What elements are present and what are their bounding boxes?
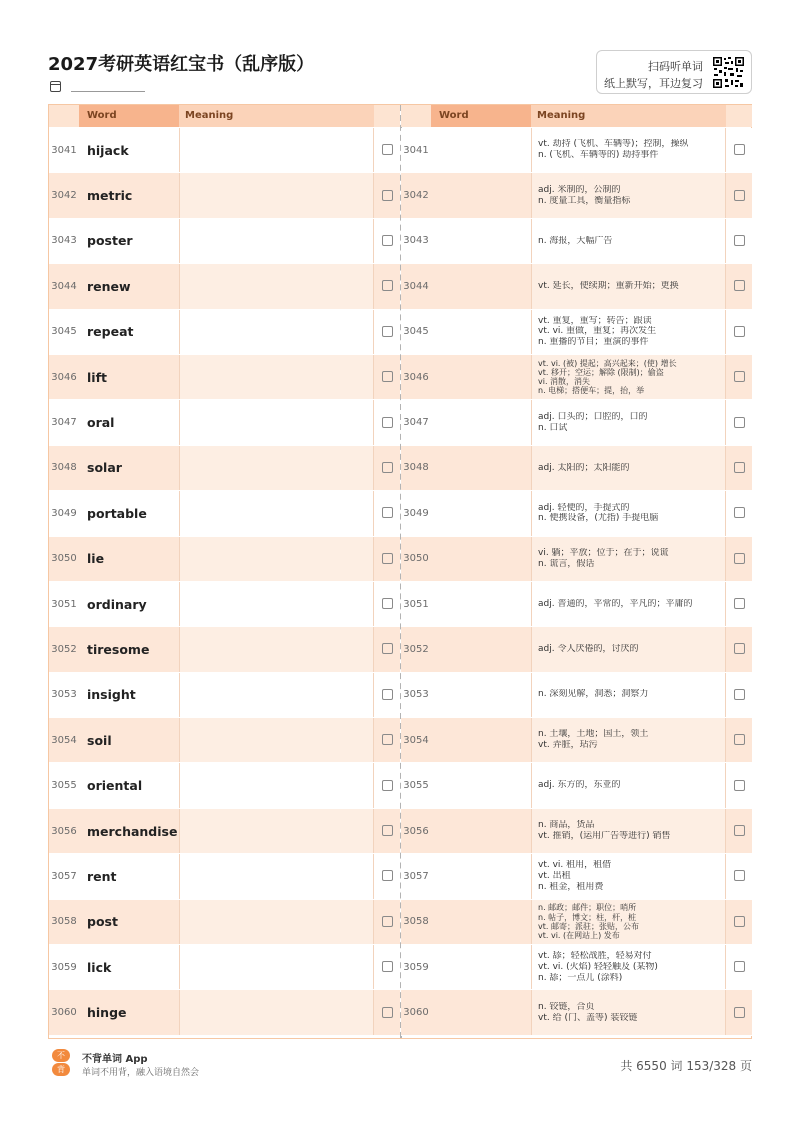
page-info: 共 6550 词 153/328 页	[620, 1059, 752, 1073]
checkbox[interactable]	[734, 643, 745, 654]
table-row	[401, 173, 752, 218]
header-meaning: Meaning	[179, 105, 374, 127]
checkbox[interactable]	[734, 417, 745, 428]
word-number: 3057	[403, 870, 429, 882]
meaning-line: vt. vi. (在网站上) 发布	[538, 931, 620, 941]
logo-char-top: 不	[52, 1049, 70, 1062]
checkbox[interactable]	[382, 235, 393, 246]
meaning-line: vi. 消散，消失	[538, 377, 591, 387]
word-number: 3060	[403, 1007, 429, 1019]
checkbox[interactable]	[382, 190, 393, 201]
table-row	[401, 718, 752, 763]
meaning-line: n. 电梯；搭便车；提，抬，举	[538, 386, 645, 396]
app-logo	[52, 1049, 74, 1077]
word-number: 3046	[403, 371, 429, 383]
meaning-blank[interactable]	[179, 990, 374, 1034]
checkbox[interactable]	[734, 326, 745, 337]
word-number: 3042	[51, 190, 77, 202]
meaning-blank[interactable]	[179, 219, 374, 263]
table-row	[49, 582, 400, 627]
table-row	[49, 446, 400, 491]
table-row	[401, 809, 752, 854]
word-text: insight	[87, 687, 136, 703]
meaning-line: n. 便携设备，(尤指) 手提电脑	[538, 513, 659, 524]
meaning-cell	[531, 673, 726, 717]
table-row	[49, 219, 400, 264]
table-row	[401, 400, 752, 445]
meaning-line: n. 海报，大幅广告	[538, 235, 613, 246]
checkbox[interactable]	[382, 553, 393, 564]
word-number: 3041	[403, 144, 429, 156]
table-row	[401, 310, 752, 355]
date-blank-line	[71, 80, 145, 92]
word-number: 3048	[403, 462, 429, 474]
table-row	[49, 173, 400, 218]
word-text: poster	[87, 233, 133, 249]
qr-caption-line2: 纸上默写，耳边复习	[604, 77, 703, 90]
meaning-cell	[531, 491, 726, 535]
checkbox[interactable]	[734, 689, 745, 700]
word-number: 3052	[403, 643, 429, 655]
word-text: repeat	[87, 324, 134, 340]
meaning-blank[interactable]	[179, 173, 374, 217]
meaning-line: vt. 劫持 (飞机、车辆等)；控制，操纵	[538, 139, 689, 150]
meaning-blank[interactable]	[179, 627, 374, 671]
meaning-blank[interactable]	[179, 310, 374, 354]
table-row	[401, 900, 752, 945]
table-row	[401, 355, 752, 400]
header-word: Word	[431, 105, 531, 127]
word-text: rent	[87, 868, 117, 884]
word-text: ordinary	[87, 596, 147, 612]
meaning-blank[interactable]	[179, 355, 374, 399]
word-number: 3054	[403, 734, 429, 746]
checkbox[interactable]	[734, 144, 745, 155]
table-row	[49, 945, 400, 990]
checkbox[interactable]	[382, 326, 393, 337]
table-row	[401, 264, 752, 309]
word-number: 3051	[51, 598, 77, 610]
word-number: 3059	[51, 961, 77, 973]
meaning-line: vt. 舔；轻松战胜，轻易对付	[538, 951, 652, 962]
table-row	[49, 310, 400, 355]
word-number: 3052	[51, 643, 77, 655]
checkbox[interactable]	[734, 371, 745, 382]
word-number: 3054	[51, 734, 77, 746]
meaning-blank[interactable]	[179, 264, 374, 308]
table-row	[49, 718, 400, 763]
word-number: 3048	[51, 462, 77, 474]
word-text: oral	[87, 415, 115, 431]
meaning-cell	[531, 446, 726, 490]
word-number: 3053	[403, 689, 429, 701]
word-number: 3057	[51, 870, 77, 882]
meaning-line: adj. 米制的，公制的	[538, 184, 621, 195]
meaning-blank[interactable]	[179, 854, 374, 898]
word-text: oriental	[87, 778, 143, 794]
checkbox[interactable]	[382, 417, 393, 428]
word-number: 3046	[51, 371, 77, 383]
word-text: metric	[87, 188, 133, 204]
word-number: 3045	[403, 326, 429, 338]
meaning-line: vt. 邮寄；派驻；张贴，公布	[538, 921, 639, 931]
app-name: 不背单词 App	[82, 1054, 148, 1065]
table-row	[401, 990, 752, 1035]
meaning-line: n. 谎言，假话	[538, 558, 595, 569]
word-number: 3044	[51, 280, 77, 292]
table-row	[401, 491, 752, 536]
meaning-cell	[531, 809, 726, 853]
table-header	[49, 105, 400, 127]
meaning-blank[interactable]	[179, 945, 374, 989]
checkbox[interactable]	[382, 780, 393, 791]
word-number: 3043	[403, 235, 429, 247]
qr-caption-line1: 扫码听单词	[648, 60, 703, 73]
meaning-line: vt. vi. 重做，重复；再次发生	[538, 326, 657, 337]
table-row	[49, 627, 400, 672]
meaning-line: vt. 推销，(运用广告等进行) 销售	[538, 831, 671, 842]
checkbox[interactable]	[382, 870, 393, 881]
checkbox[interactable]	[734, 1007, 745, 1018]
meaning-line: n. 商品，货品	[538, 820, 595, 831]
table-row	[401, 219, 752, 264]
word-number: 3049	[403, 507, 429, 519]
word-number: 3055	[51, 780, 77, 792]
word-column-panel	[49, 105, 400, 1038]
word-number: 3055	[403, 780, 429, 792]
table-row	[49, 900, 400, 945]
meaning-line: adj. 口头的；口腔的，口的	[538, 411, 648, 422]
table-row	[49, 990, 400, 1035]
word-number: 3053	[51, 689, 77, 701]
word-number: 3042	[403, 190, 429, 202]
meaning-line: adj. 令人厌倦的，讨厌的	[538, 644, 639, 655]
qr-panel	[596, 50, 752, 94]
meaning-line: vt. 移开；空运；解除 (限制)；偷盗	[538, 367, 664, 377]
checkbox[interactable]	[734, 235, 745, 246]
calendar-icon	[50, 81, 61, 92]
checkbox[interactable]	[734, 190, 745, 201]
meaning-cell	[531, 400, 726, 444]
checkbox[interactable]	[734, 462, 745, 473]
logo-char-bottom: 背	[52, 1063, 70, 1076]
table-row	[401, 537, 752, 582]
word-number: 3058	[51, 916, 77, 928]
table-header	[401, 105, 752, 127]
word-number: 3047	[403, 417, 429, 429]
meaning-blank[interactable]	[179, 491, 374, 535]
checkbox[interactable]	[382, 144, 393, 155]
word-number: 3059	[403, 961, 429, 973]
checkbox[interactable]	[382, 643, 393, 654]
qr-code-icon	[712, 56, 745, 89]
meaning-line: n. 邮政；邮件；职位；哨所	[538, 903, 637, 913]
table-row	[49, 854, 400, 899]
meaning-line: adj. 太阳的；太阳能的	[538, 462, 630, 473]
checkbox[interactable]	[734, 507, 745, 518]
meaning-cell	[531, 990, 726, 1034]
meaning-line: n. 租金，租用费	[538, 881, 604, 892]
meaning-cell	[531, 945, 726, 989]
table-row	[401, 854, 752, 899]
checkbox[interactable]	[734, 870, 745, 881]
meaning-blank[interactable]	[179, 400, 374, 444]
table-row	[401, 582, 752, 627]
word-number: 3056	[403, 825, 429, 837]
checkbox[interactable]	[382, 598, 393, 609]
meaning-blank[interactable]	[179, 718, 374, 762]
meaning-cell	[531, 854, 726, 898]
meaning-blank[interactable]	[179, 537, 374, 581]
table-row	[49, 128, 400, 173]
word-number: 3050	[403, 553, 429, 565]
table-row	[49, 400, 400, 445]
meaning-line: vt. vi. (被) 提起；高兴起来；(使) 增长	[538, 358, 677, 368]
table-row	[401, 763, 752, 808]
checkbox[interactable]	[382, 371, 393, 382]
word-text: hijack	[87, 142, 129, 158]
word-number: 3060	[51, 1007, 77, 1019]
meaning-line: vt. vi. (火焰) 轻轻触及 (某物)	[538, 961, 658, 972]
word-text: lift	[87, 369, 107, 385]
meaning-blank[interactable]	[179, 582, 374, 626]
table-row	[401, 673, 752, 718]
meaning-line: n. 铰链，合页	[538, 1001, 595, 1012]
meaning-cell	[531, 582, 726, 626]
word-table	[48, 104, 752, 1039]
checkbox[interactable]	[382, 961, 393, 972]
meaning-line: n. (飞机、车辆等的) 劫持事件	[538, 150, 659, 161]
table-row	[401, 627, 752, 672]
meaning-line: vt. 重复，重写；转告；跟读	[538, 315, 652, 326]
meaning-line: vt. vi. 租用，租借	[538, 860, 612, 871]
header-meaning: Meaning	[531, 105, 726, 127]
meaning-line: vt. 弄脏，玷污	[538, 740, 598, 751]
date-field	[50, 80, 145, 92]
checkbox[interactable]	[382, 734, 393, 745]
meaning-line: n. 度量工具，衡量指标	[538, 195, 631, 206]
word-text: tiresome	[87, 641, 150, 657]
meaning-line: vt. 给 (门、盖等) 装铰链	[538, 1012, 638, 1023]
meaning-line: vt. 延长，使续期；重新开始；更换	[538, 280, 679, 291]
word-number: 3045	[51, 326, 77, 338]
word-number: 3049	[51, 507, 77, 519]
table-row	[49, 673, 400, 718]
checkbox[interactable]	[734, 780, 745, 791]
meaning-cell	[531, 310, 726, 354]
word-number: 3047	[51, 417, 77, 429]
checkbox[interactable]	[382, 1007, 393, 1018]
table-row	[49, 491, 400, 536]
meaning-line: vi. 躺；平放；位于；在于；说谎	[538, 547, 669, 558]
word-text: portable	[87, 505, 147, 521]
word-text: merchandise	[87, 823, 178, 839]
checkbox[interactable]	[382, 280, 393, 291]
word-number: 3044	[403, 280, 429, 292]
word-number: 3056	[51, 825, 77, 837]
meaning-line: n. 舔；一点儿 (涂料)	[538, 972, 623, 983]
table-row	[49, 763, 400, 808]
word-number: 3043	[51, 235, 77, 247]
meaning-line: n. 口试	[538, 422, 568, 433]
word-number: 3051	[403, 598, 429, 610]
checkbox[interactable]	[734, 598, 745, 609]
checkbox[interactable]	[734, 734, 745, 745]
table-row	[401, 945, 752, 990]
checkbox[interactable]	[382, 462, 393, 473]
checkbox[interactable]	[734, 961, 745, 972]
meaning-line: n. 帖子，博文；柱，杆，桩	[538, 912, 637, 922]
table-row	[401, 128, 752, 173]
word-number: 3058	[403, 916, 429, 928]
word-text: lick	[87, 959, 112, 975]
meaning-cell	[531, 537, 726, 581]
meaning-blank[interactable]	[179, 128, 374, 172]
meaning-cell	[531, 219, 726, 263]
checkbox[interactable]	[382, 916, 393, 927]
checkbox[interactable]	[382, 689, 393, 700]
table-row	[401, 446, 752, 491]
meaning-line: adj. 东方的，东亚的	[538, 780, 621, 791]
meaning-cell	[531, 718, 726, 762]
word-text: hinge	[87, 1005, 127, 1021]
meaning-blank[interactable]	[179, 900, 374, 944]
table-row	[49, 809, 400, 854]
page-title: 2027考研英语红宝书（乱序版）	[48, 54, 315, 75]
meaning-blank[interactable]	[179, 763, 374, 807]
table-row	[49, 355, 400, 400]
meaning-cell	[531, 627, 726, 671]
meaning-cell	[531, 173, 726, 217]
meaning-line: adj. 轻便的，手提式的	[538, 502, 630, 513]
meaning-line: n. 深刻见解，洞悉；洞察力	[538, 689, 649, 700]
meaning-cell	[531, 763, 726, 807]
meaning-blank[interactable]	[179, 809, 374, 853]
meaning-blank[interactable]	[179, 446, 374, 490]
table-row	[49, 537, 400, 582]
meaning-line: adj. 普通的，平常的，平凡的；平庸的	[538, 598, 693, 609]
word-text: renew	[87, 278, 131, 294]
meaning-cell	[531, 900, 726, 944]
meaning-cell	[531, 264, 726, 308]
meaning-line: n. 土壤，土地；国土，领土	[538, 729, 649, 740]
meaning-line: n. 重播的节目；重演的事件	[538, 337, 649, 348]
app-slogan: 单词不用背，融入语境自然会	[82, 1068, 200, 1078]
word-text: lie	[87, 551, 105, 567]
header-word: Word	[79, 105, 179, 127]
checkbox[interactable]	[734, 280, 745, 291]
meaning-line: vt. 出租	[538, 871, 571, 882]
checkbox[interactable]	[734, 825, 745, 836]
word-text: soil	[87, 732, 112, 748]
checkbox[interactable]	[382, 825, 393, 836]
table-row	[49, 264, 400, 309]
checkbox[interactable]	[382, 507, 393, 518]
meaning-blank[interactable]	[179, 673, 374, 717]
left-rows	[49, 128, 400, 1036]
checkbox[interactable]	[734, 916, 745, 927]
right-rows	[401, 128, 752, 1036]
word-number: 3041	[51, 144, 77, 156]
checkbox[interactable]	[734, 553, 745, 564]
word-number: 3050	[51, 553, 77, 565]
word-text: post	[87, 914, 118, 930]
meaning-cell	[531, 128, 726, 172]
word-text: solar	[87, 460, 122, 476]
meaning-cell	[531, 355, 726, 399]
meaning-column-panel	[401, 105, 752, 1038]
